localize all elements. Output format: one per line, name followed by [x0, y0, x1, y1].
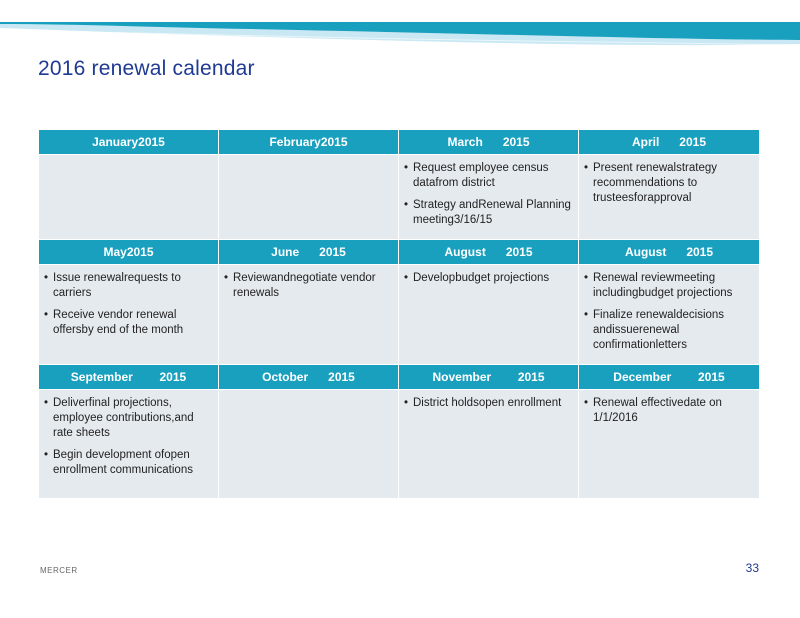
task-list — [43, 396, 212, 478]
header-wave-band — [0, 0, 800, 50]
month-header: February2015 — [219, 130, 399, 155]
month-header-row — [39, 130, 760, 155]
renewal-calendar-table — [38, 129, 760, 499]
month-header: March 2015 — [399, 130, 579, 155]
month-tasks-cell — [39, 390, 219, 499]
month-tasks-row — [39, 155, 760, 240]
month-header: May2015 — [39, 240, 219, 265]
page-number: 33 — [745, 561, 759, 575]
month-tasks-cell — [399, 155, 579, 240]
month-tasks-cell — [579, 155, 760, 240]
month-header: September 2015 — [39, 365, 219, 390]
month-tasks-cell — [579, 265, 760, 365]
month-tasks-cell — [39, 155, 219, 240]
month-header-row — [39, 365, 760, 390]
task-item: • Present renewalstrategy recommendations to trusteesforapproval — [583, 161, 753, 206]
task-item: • Begin development ofopen enrollment communications — [43, 448, 212, 478]
page-title: 2016 renewal calendar — [38, 57, 255, 80]
month-header: October 2015 — [219, 365, 399, 390]
month-header: April 2015 — [579, 130, 760, 155]
task-item: • District holdsopen enrollment — [403, 396, 572, 411]
task-list — [43, 271, 212, 338]
month-tasks-cell — [399, 265, 579, 365]
month-header: November 2015 — [399, 365, 579, 390]
month-tasks-row — [39, 265, 760, 365]
footer-brand: MERCER — [40, 566, 78, 575]
month-tasks-cell — [219, 390, 399, 499]
task-item: • Request employee census datafrom district — [403, 161, 572, 191]
month-tasks-cell — [399, 390, 579, 499]
task-list — [223, 271, 392, 301]
task-item: • Strategy andRenewal Planning meeting3/16/15 — [403, 198, 572, 228]
task-list — [583, 396, 753, 426]
task-item: • Renewal reviewmeeting includingbudget projections — [583, 271, 753, 301]
month-header: August 2015 — [399, 240, 579, 265]
task-item: • Issue renewalrequests to carriers — [43, 271, 212, 301]
month-header: June 2015 — [219, 240, 399, 265]
month-tasks-cell — [219, 265, 399, 365]
task-item: • Reviewandnegotiate vendor renewals — [223, 271, 392, 301]
month-header-row — [39, 240, 760, 265]
task-item: • Developbudget projections — [403, 271, 572, 286]
task-item: • Deliverfinal projections, employee contributions,and rate sheets — [43, 396, 212, 441]
task-item: • Finalize renewaldecisions andissuerenewal confirmationletters — [583, 308, 753, 353]
task-item: • Receive vendor renewal offersby end of the month — [43, 308, 212, 338]
month-tasks-cell — [579, 390, 760, 499]
month-header: January2015 — [39, 130, 219, 155]
task-list — [403, 271, 572, 286]
month-header: December 2015 — [579, 365, 760, 390]
month-tasks-cell — [219, 155, 399, 240]
task-list — [403, 396, 572, 411]
task-list — [583, 271, 753, 353]
task-item: • Renewal effectivedate on 1/1/2016 — [583, 396, 753, 426]
month-tasks-row — [39, 390, 760, 499]
month-tasks-cell — [39, 265, 219, 365]
month-header: August 2015 — [579, 240, 760, 265]
task-list — [403, 161, 572, 228]
task-list — [583, 161, 753, 206]
